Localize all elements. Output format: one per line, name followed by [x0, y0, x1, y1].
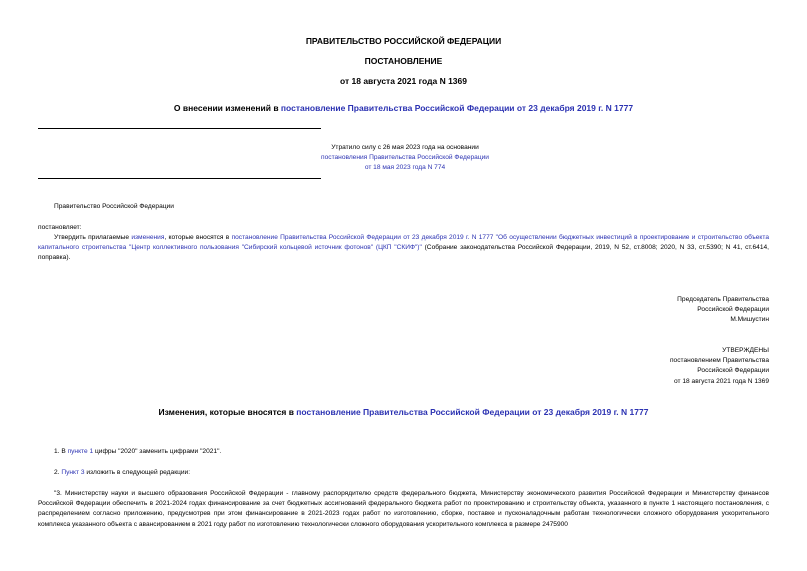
- approved-line-1: УТВЕРЖДЕНЫ: [722, 347, 769, 354]
- divider-bottom: [38, 178, 321, 179]
- item2-link[interactable]: Пункт 3: [61, 469, 85, 476]
- status-link-line-3[interactable]: от 18 мая 2023 года N 774: [364, 164, 446, 172]
- change-item-1: [54, 447, 221, 457]
- doc-title-prefix: О внесении изменений в: [173, 103, 281, 113]
- paragraph-1: [38, 233, 769, 264]
- item2-text-a: 2.: [54, 469, 62, 476]
- changes-title-link[interactable]: постановление Правительства Российской Федерации от 23 декабря 2019 г. N 1777: [296, 407, 649, 417]
- item1-text-b: цифры "2020" заменить цифрами "2021".: [93, 448, 222, 455]
- doc-type-heading: ПОСТАНОВЛЕНИЕ: [364, 56, 443, 66]
- status-line-1: Утратило силу с 26 мая 2023 года на основании: [331, 144, 479, 151]
- item1-link[interactable]: пункте 1: [67, 448, 94, 455]
- status-note: [240, 143, 570, 174]
- signature-line-1: Председатель Правительства: [677, 296, 769, 303]
- status-link-line-2[interactable]: постановления Правительства Российской Федерации: [321, 154, 489, 162]
- item2-text-b: изложить в следующей редакции:: [84, 469, 191, 476]
- changes-title: [0, 407, 807, 417]
- approved-line-2: постановлением Правительства: [669, 357, 769, 365]
- changes-link[interactable]: изменения: [131, 234, 165, 241]
- p1-text-a: Утвердить прилагаемые: [54, 234, 132, 241]
- signature-line-3: М.Мишустин: [730, 316, 769, 324]
- change-item-2: [54, 468, 190, 478]
- approved-line-3: Российской Федерации: [697, 367, 769, 375]
- intro-text: Правительство Российской Федерации: [54, 203, 174, 210]
- quoted-paragraph-3: "3. Министерству науки и высшего образования Российской Федерации - главному распорядителю средств федерального бюджета, Министерству экономического развития Российской Федерации и Министерству финансов Российской Федерации обеспечить в 2021-2024 годах финансирование за счет бюджетных ассигнований федерального бюджета работ по проектированию и строительству объекта, указанного в пункте 1 настоящего постановления, с распределением согласно приложению, предусмотрев при этом финансирование в 2021-2023 годах работ по изготовлению, сборке, поставке и пусконаладочным работам технологически сложного оборудования ускорительного комплекса указанного объекта с авансированием в 2021 году работ по изготовлению технологически сложного оборудования ускорительного комплекса в размере 2475900: [38, 490, 769, 528]
- changes-title-prefix: Изменения, которые вносятся в: [158, 407, 297, 417]
- divider-top: [38, 128, 321, 129]
- doc-title-link[interactable]: постановление Правительства Российской Федерации от 23 декабря 2019 г. N 1777: [280, 103, 634, 113]
- signature-line-2: Российской Федерации: [697, 306, 769, 314]
- p1-text-b: , которые вносятся в: [164, 234, 232, 241]
- decree-1777-link[interactable]: постановление Правительства Российской Федерации от 23 декабря 2019 г. N 1777 "Об осуществлении бюджетных инвестиций в проектирование и строительство объекта капитального строительства "Центр коллективного пользования "Сибирский кольцевой источник фотонов" (ЦКП "СКИФ")": [38, 234, 769, 252]
- approved-block: [500, 346, 769, 387]
- approved-line-4: от 18 августа 2021 года N 1369: [674, 377, 769, 385]
- decides-text: постановляет:: [38, 224, 82, 231]
- doc-date-number: от 18 августа 2021 года N 1369: [340, 76, 467, 86]
- doc-title: [0, 103, 807, 113]
- p1-text-c: (Собрание законодательства Российской Федерации, 2019, N 52, ст.8008; 2020, N 33, ст.5390; N 41, ст.6414, поправка).: [38, 244, 770, 262]
- signature-block: [500, 295, 769, 326]
- item1-text-a: 1. В: [54, 448, 68, 455]
- org-heading: ПРАВИТЕЛЬСТВО РОССИЙСКОЙ ФЕДЕРАЦИИ: [305, 36, 502, 46]
